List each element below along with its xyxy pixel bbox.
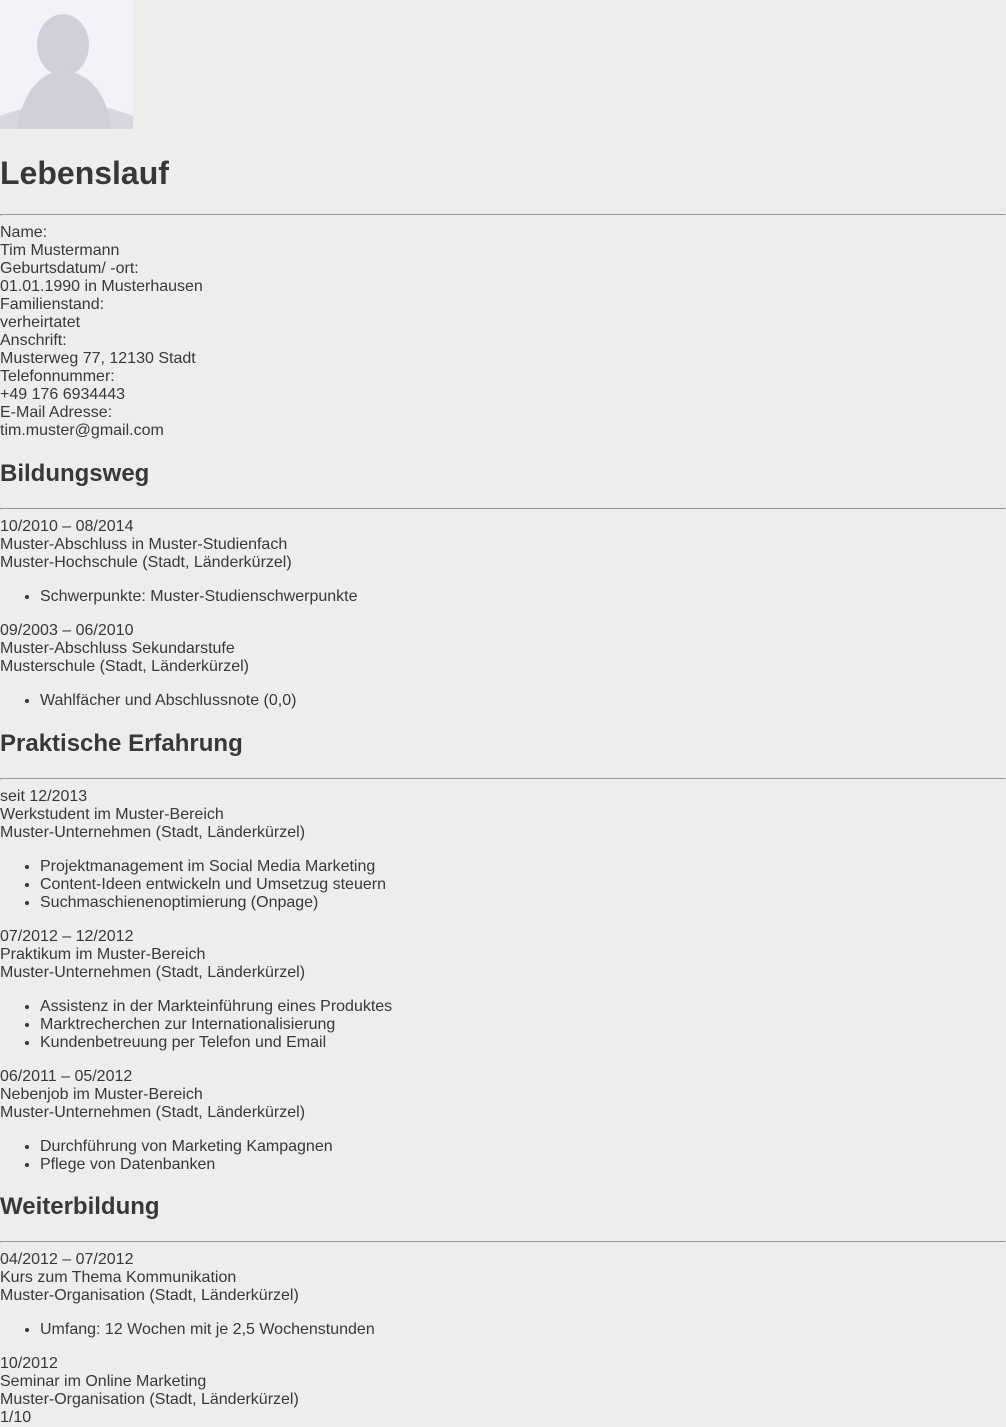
entry-period: 09/2003 – 06/2010	[0, 621, 134, 639]
personal-value: Tim Mustermann	[0, 241, 120, 259]
cv-entry	[0, 518, 1006, 606]
bullet-item: • Schwerpunkte: Muster-Studienschwerpunkte	[40, 588, 1006, 606]
entry-body	[0, 806, 1006, 912]
entry-title-text: Werkstudent im Muster-Bereich	[0, 805, 224, 823]
cv-page	[0, 155, 1006, 1409]
entry-title	[0, 1373, 1006, 1391]
entry-title-text: Nebenjob im Muster-Bereich	[0, 1085, 203, 1103]
personal-label: Geburtsdatum/ -ort:	[0, 259, 139, 277]
entry-period: 10/2010 – 08/2014	[0, 517, 134, 535]
entry-period: 10/2012	[0, 1355, 58, 1373]
cv-entry	[0, 1355, 1006, 1409]
frame-top-band	[0, 0, 1006, 7]
entry-title	[0, 806, 1006, 824]
cv-entry	[0, 622, 1006, 710]
bullet-item: • Wahlfächer und Abschlussnote (0,0)	[40, 692, 1006, 710]
entry-subtitle: Muster-Hochschule (Stadt, Länderkürzel)	[0, 553, 292, 571]
entry-body	[0, 1086, 1006, 1174]
entry-bullets	[0, 692, 1006, 710]
entry-period: 06/2011 – 05/2012	[0, 1067, 133, 1085]
entry-subtitle: Muster-Organisation (Stadt, Länderkürzel)	[0, 1391, 299, 1409]
bullet-item: • Kundenbetreuung per Telefon und Email	[40, 1034, 1006, 1052]
section-weiterbildung	[0, 1193, 1006, 1409]
personal-info	[0, 224, 1006, 440]
personal-row	[0, 404, 1006, 440]
section-divider	[0, 1241, 1006, 1243]
personal-label: Name:	[0, 223, 48, 241]
personal-label: E-Mail Adresse:	[0, 403, 113, 421]
personal-value: +49 176 6934443	[0, 385, 126, 403]
entry-subtitle: Muster-Unternehmen (Stadt, Länderkürzel)	[0, 1103, 306, 1121]
personal-row	[0, 332, 1006, 368]
entry-bullets	[0, 858, 1006, 912]
personal-label: Anschrift:	[0, 331, 67, 349]
entry-subtitle: Muster-Unternehmen (Stadt, Länderkürzel)	[0, 823, 306, 841]
section-divider	[0, 508, 1006, 510]
personal-value: 01.01.1990 in Musterhausen	[0, 277, 203, 295]
entry-bullets	[0, 998, 1006, 1052]
entry-subtitle: Musterschule (Stadt, Länderkürzel)	[0, 657, 249, 675]
personal-row	[0, 260, 1006, 296]
cv-entry	[0, 788, 1006, 912]
section-heading: Praktische Erfahrung	[0, 729, 243, 757]
entry-title-text: Kurs zum Thema Kommunikation	[0, 1269, 237, 1287]
personal-label: Familienstand:	[0, 295, 105, 313]
entry-title-text: Muster-Abschluss Sekundarstufe	[0, 639, 235, 657]
personal-value: verheirtatet	[0, 313, 81, 331]
bullet-item: • Content-Ideen entwickeln und Umsetzug steuern	[40, 876, 1006, 894]
personal-row	[0, 368, 1006, 404]
cv-entry	[0, 1251, 1006, 1339]
entry-body	[0, 640, 1006, 710]
bullet-item: • Pflege von Datenbanken	[40, 1156, 1006, 1174]
bullet-item: • Marktrecherchen zur Internationalisierung	[40, 1016, 1006, 1034]
entry-period: 04/2012 – 07/2012	[0, 1251, 134, 1269]
entry-title-text: Seminar im Online Marketing	[0, 1373, 207, 1391]
entry-title	[0, 536, 1006, 554]
entry-bullets	[0, 1138, 1006, 1174]
entry-period: 07/2012 – 12/2012	[0, 927, 134, 945]
entry-subtitle: Muster-Unternehmen (Stadt, Länderkürzel)	[0, 963, 306, 981]
bullet-item: • Projektmanagement im Social Media Marketing	[40, 858, 1006, 876]
faint-watermark: 1/10	[0, 1409, 32, 1427]
section-bildungsweg	[0, 460, 1006, 710]
entry-bullets	[0, 588, 1006, 606]
section-divider	[0, 778, 1006, 780]
cv-entry	[0, 928, 1006, 1052]
entry-bullets	[0, 1321, 1006, 1339]
cv-entry	[0, 1068, 1006, 1174]
page-title: Lebenslauf	[0, 155, 169, 192]
entry-body	[0, 946, 1006, 1052]
entry-body	[0, 536, 1006, 606]
entry-title	[0, 946, 1006, 964]
entry-title	[0, 1269, 1006, 1287]
entry-title-text: Muster-Abschluss in Muster-Studienfach	[0, 535, 288, 553]
entry-body	[0, 1373, 1006, 1409]
person-silhouette-icon	[0, 116, 133, 133]
section-heading: Weiterbildung	[0, 1193, 160, 1221]
section-praktische-erfahrung	[0, 730, 1006, 1174]
personal-row	[0, 296, 1006, 332]
bullet-item: • Umfang: 12 Wochen mit je 2,5 Wochenstunden	[40, 1321, 1006, 1339]
bullet-item: • Assistenz in der Markteinführung eines Produktes	[40, 998, 1006, 1016]
entry-subtitle: Muster-Organisation (Stadt, Länderkürzel)	[0, 1287, 299, 1305]
section-heading: Bildungsweg	[0, 459, 150, 487]
bullet-item: • Durchführung von Marketing Kampagnen	[40, 1138, 1006, 1156]
entry-period: seit 12/2013	[0, 787, 88, 805]
entry-title-text: Praktikum im Muster-Bereich	[0, 945, 206, 963]
personal-value: Musterweg 77, 12130 Stadt	[0, 349, 196, 367]
personal-row	[0, 224, 1006, 260]
personal-label: Telefonnummer:	[0, 367, 115, 385]
photo-placeholder	[0, 0, 1006, 134]
entry-body	[0, 1269, 1006, 1339]
entry-title	[0, 1086, 1006, 1104]
entry-title	[0, 640, 1006, 658]
email-value: tim.muster@gmail.com	[0, 421, 164, 439]
bullet-item: • Suchmaschienenoptimierung (Onpage)	[40, 894, 1006, 912]
title-divider	[0, 214, 1006, 216]
